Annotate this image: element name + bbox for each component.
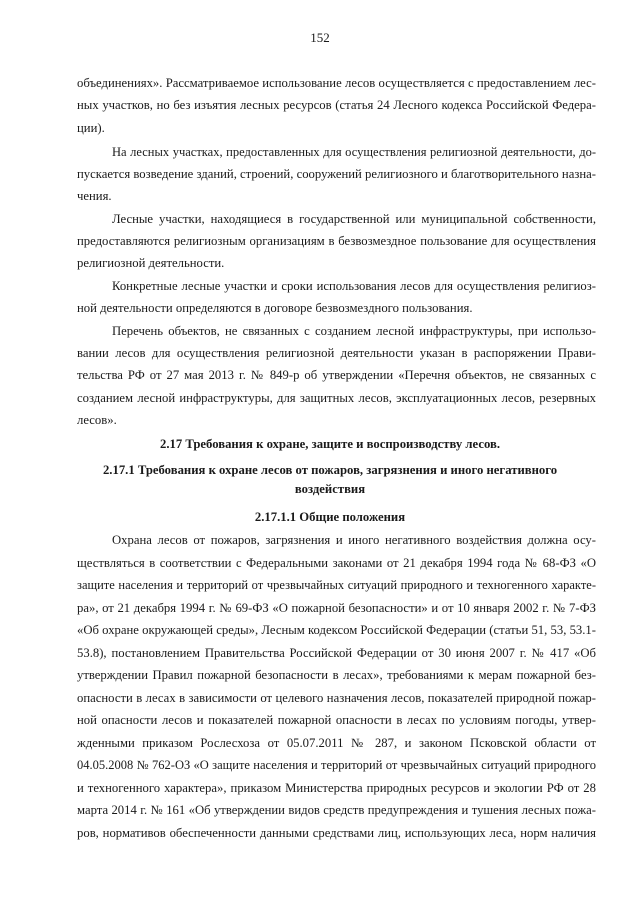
text-line: марта 2014 г. № 161 «Об утверждении видов средств предупреждения и тушения лесных пожа- <box>77 803 596 817</box>
text-line: объединениях». Рассматриваемое использование лесов осуществляется с предоставлением лес- <box>77 76 596 90</box>
text-line: 04.05.2008 № 762-ОЗ «О защите населения и территорий от чрезвычайных ситуаций природного <box>77 758 596 772</box>
subsection-heading: воздействия <box>294 482 366 496</box>
text-line: Конкретные лесные участки и сроки использования лесов для осуществления религиоз- <box>112 279 596 293</box>
text-line: На лесных участках, предоставленных для осуществления религиозной деятельности, до- <box>112 145 596 159</box>
text-line: ров, нормативов обеспеченности данными средствами лиц, использующих леса, норм наличия <box>77 826 596 840</box>
text-line: защите населения и территорий от чрезвычайных ситуаций природного и техногенного характе- <box>77 578 596 592</box>
text-line: Лесные участки, находящиеся в государственной или муниципальной собственности, <box>112 212 596 226</box>
text-line: жденными приказом Рослесхоза от 05.07.2011 № 287, и законом Псковской области от <box>77 736 596 750</box>
text-line: созданием лесной инфраструктуры, для защитных лесов, эксплуатационных лесов, резервных <box>77 391 596 405</box>
text-line: ных участков, но без изъятия лесных ресурсов (статья 24 Лесного кодекса Российской Федера- <box>77 98 596 112</box>
text-line: вании лесов для осуществления религиозной деятельности указан в распоряжении Прави- <box>77 346 596 360</box>
text-line: ной деятельности определяются в договоре безвозмездного пользования. <box>77 301 473 315</box>
page-number: 152 <box>310 30 330 45</box>
text-line: чения. <box>77 189 112 203</box>
text-line: и техногенного характера», приказом Министерства природных ресурсов и экологии РФ от 28 <box>77 781 596 795</box>
text-line: ции). <box>77 121 105 135</box>
text-line: ществляться в соответствии с Федеральными законами от 21 декабря 1994 года № 68-ФЗ «О <box>77 556 596 570</box>
text-line: Охрана лесов от пожаров, загрязнения и иного негативного воздействия должна осу- <box>112 533 596 547</box>
text-line: опасности в лесах в зависимости от целевого назначения лесов, показателей природной пожар- <box>77 691 596 705</box>
text-line: религиозной деятельности. <box>77 256 225 270</box>
text-line: ра», от 21 декабря 1994 г. № 69-ФЗ «О пожарной безопасности» и от 10 января 2002 г. № 7-ФЗ <box>77 601 596 615</box>
text-line: пускается возведение зданий, строений, сооружений религиозного и благотворительного назна- <box>77 167 596 181</box>
section-heading: 2.17 Требования к охране, защите и воспроизводству лесов. <box>159 437 501 451</box>
text-line: Перечень объектов, не связанных с созданием лесной инфраструктуры, при использо- <box>112 324 596 338</box>
text-line: тельства РФ от 27 мая 2013 г. № 849-р об утверждении «Перечня объектов, не связанных с <box>77 368 596 382</box>
text-line: утверждении Правил пожарной безопасности в лесах», требованиями к мерам пожарной без- <box>77 668 596 682</box>
text-line: 53.8), постановлением Правительства Российской Федерации от 30 июня 2007 г. № 417 «Об <box>77 646 596 660</box>
subsection-heading: 2.17.1 Требования к охране лесов от пожаров, загрязнения и иного негативного <box>102 463 558 477</box>
text-line: лесов». <box>77 413 117 427</box>
text-line: «Об охране окружающей среды», Лесным кодексом Российской Федерации (статьи 51, 53, 53.1- <box>77 623 596 637</box>
text-line: ной опасности лесов и показателей пожарной опасности в лесах по условиям погоды, утвер- <box>77 713 596 727</box>
subsubsection-heading: 2.17.1.1 Общие положения <box>254 510 406 524</box>
text-line: предоставляются религиозным организациям в безвозмездное пользование для осуществления <box>77 234 596 248</box>
